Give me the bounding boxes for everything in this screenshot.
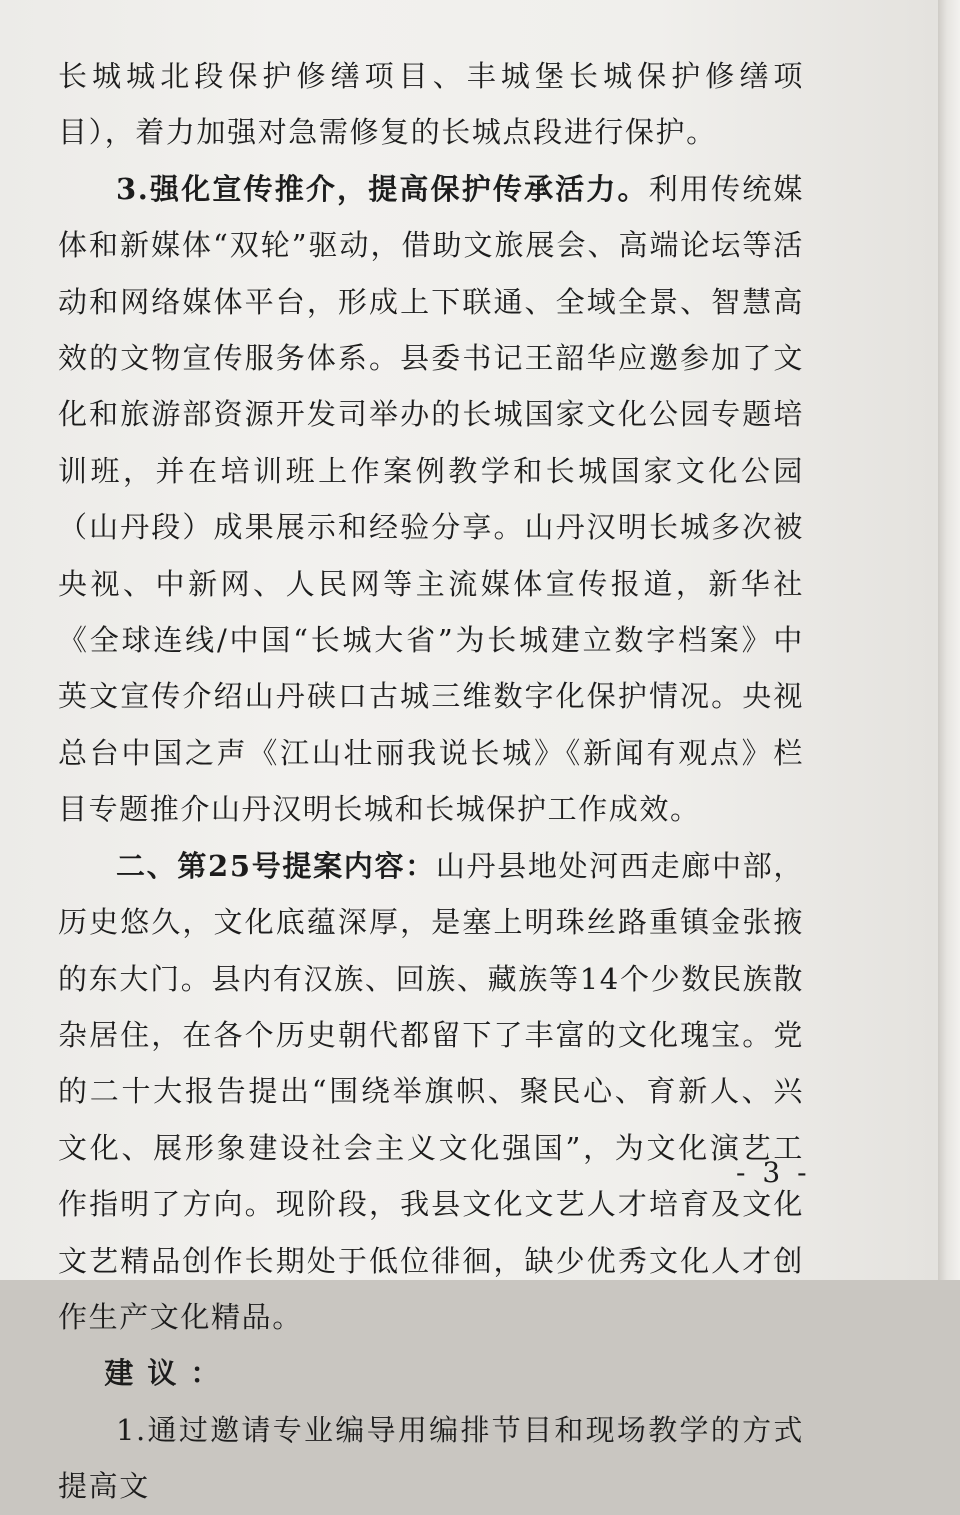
section-2-heading: 二、第25号提案内容： <box>116 848 436 883</box>
paragraph-3-heading: 3.强化宣传推介，提高保护传承活力。 <box>116 171 649 206</box>
paragraph-continuation: 长城城北段保护修缮项目、丰城堡长城保护修缮项目），着力加强对急需修复的长城点段进行保护。 <box>58 59 804 150</box>
paragraph-3 <box>58 161 804 838</box>
document-body <box>58 48 804 1515</box>
suggestion-heading: 建议： <box>104 1356 234 1391</box>
page-number: - 3 - <box>736 1156 811 1189</box>
suggestion-item-1: 1.通过邀请专业编导用编排节目和现场教学的方式提高文 <box>58 1412 804 1504</box>
page-shadow-edge <box>938 0 960 1280</box>
paragraph-3-body: 利用传统媒体和新媒体“双轮”驱动，借助文旅展会、高端论坛等活动和网络媒体平台，形成上下联通、全域全景、智慧高效的文物宣传服务体系。县委书记王韶华应邀参加了文化和旅游部资源开发司举办的长城国家文化公园专题培训班，并在培训班上作案例教学和长城国家文化公园（山丹段）成果展示和经验分享。山丹汉明长城多次被央视、中新网、人民网等主流媒体宣传报道，新华社《全球连线/中国“长城大省”为长城建立数字档案》中英文宣传介绍山丹硖口古城三维数字化保护情况。央视总台中国之声《江山壮丽我说长城》《新闻有观点》栏目专题推介山丹汉明长城和长城保护工作成效。 <box>58 171 804 827</box>
section-2-body: 山丹县地处河西走廊中部，历史悠久，文化底蕴深厚，是塞上明珠丝路重镇金张掖的东大门。县内有汉族、回族、藏族等14个少数民族散杂居住，在各个历史朝代都留下了丰富的文化瑰宝。党的二十大报告提出“围绕举旗帜、聚民心、育新人、兴文化、展形象建设社会主义文化强国”，为文化演艺工作指明了方向。现阶段，我县文化文艺人才培育及文化文艺精品创作长期处于低位徘徊，缺少优秀文化人才创作生产文化精品。 <box>58 848 804 1334</box>
section-2 <box>58 838 804 1346</box>
